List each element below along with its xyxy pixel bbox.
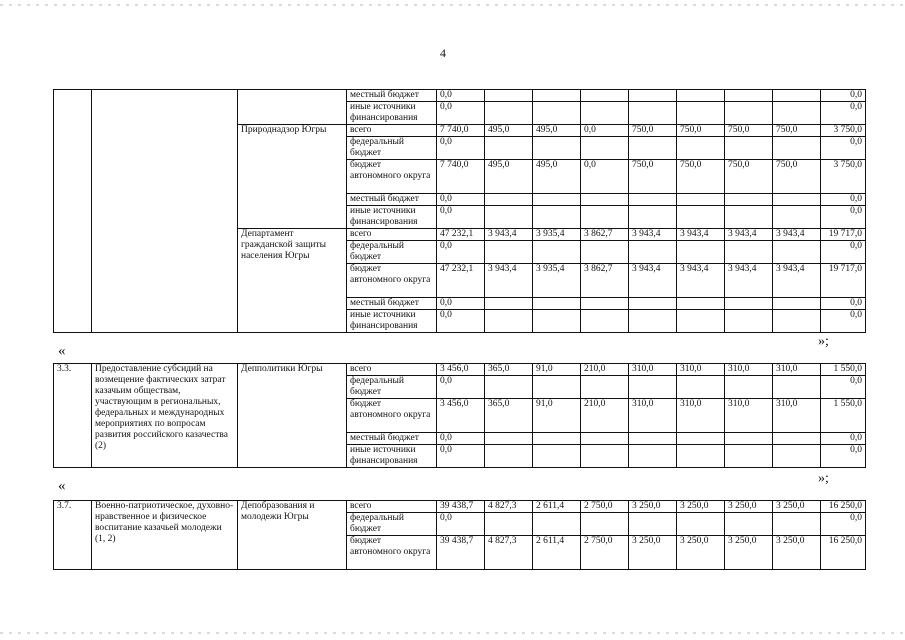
amount-cell: 3 943,4 [629, 264, 677, 298]
amount-cell: 310,0 [773, 399, 821, 433]
total-cell: 19 717,0 [821, 264, 866, 298]
funding-source: местный бюджет [347, 194, 437, 206]
amount-cell [533, 433, 581, 445]
amount-cell [725, 433, 773, 445]
total-cell: 0,0 [821, 513, 866, 536]
amount-cell: 2 750,0 [581, 501, 629, 513]
amount-cell: 310,0 [725, 364, 773, 376]
amount-cell [533, 445, 581, 468]
amount-cell: 3 943,4 [773, 264, 821, 298]
item-number-cell [54, 90, 92, 333]
amount-cell: 3 935,4 [533, 264, 581, 298]
amount-cell: 0,0 [437, 194, 485, 206]
amount-cell: 310,0 [725, 399, 773, 433]
funding-source: иные источники финансирования [347, 310, 437, 333]
total-cell: 0,0 [821, 445, 866, 468]
amount-cell: 365,0 [485, 399, 533, 433]
amount-cell [629, 90, 677, 102]
amount-cell [725, 445, 773, 468]
amount-cell [629, 376, 677, 399]
funding-source: иные источники финансирования [347, 206, 437, 229]
amount-cell [629, 194, 677, 206]
amount-cell [533, 310, 581, 333]
amount-cell: 91,0 [533, 399, 581, 433]
amount-cell: 3 943,4 [629, 229, 677, 241]
funding-source: всего [347, 125, 437, 137]
amount-cell: 39 438,7 [437, 536, 485, 570]
amount-cell: 310,0 [677, 364, 725, 376]
amount-cell: 7 740,0 [437, 160, 485, 194]
amount-cell: 750,0 [725, 125, 773, 137]
amount-cell [725, 241, 773, 264]
amount-cell: 750,0 [629, 125, 677, 137]
amount-cell: 310,0 [629, 399, 677, 433]
amount-cell [629, 206, 677, 229]
amount-cell: 3 250,0 [629, 536, 677, 570]
executor-name: Департамент гражданской защиты населения Югры [238, 229, 347, 333]
amount-cell: 3 250,0 [773, 536, 821, 570]
amount-cell [725, 513, 773, 536]
amount-cell [581, 298, 629, 310]
funding-source: федеральный бюджет [347, 241, 437, 264]
amount-cell: 0,0 [437, 90, 485, 102]
amount-cell [533, 298, 581, 310]
total-cell: 0,0 [821, 137, 866, 160]
funding-source: всего [347, 229, 437, 241]
total-cell: 0,0 [821, 90, 866, 102]
item-number: 3.7. [54, 501, 92, 570]
executor-name: Депполитики Югры [238, 364, 347, 468]
amount-cell [725, 298, 773, 310]
amount-cell [773, 310, 821, 333]
total-cell: 0,0 [821, 376, 866, 399]
amount-cell: 3 250,0 [677, 536, 725, 570]
amount-cell [773, 206, 821, 229]
amount-cell: 3 943,4 [677, 229, 725, 241]
amount-cell: 365,0 [485, 364, 533, 376]
amount-cell: 3 250,0 [677, 501, 725, 513]
amount-cell: 3 943,4 [485, 229, 533, 241]
amount-cell [581, 90, 629, 102]
amount-cell [581, 445, 629, 468]
amount-cell [533, 206, 581, 229]
amount-cell [773, 433, 821, 445]
amount-cell: 0,0 [437, 310, 485, 333]
amount-cell: 0,0 [437, 376, 485, 399]
amount-cell [725, 206, 773, 229]
amount-cell [725, 376, 773, 399]
amount-cell: 91,0 [533, 364, 581, 376]
amount-cell [629, 241, 677, 264]
amount-cell [677, 298, 725, 310]
total-cell: 0,0 [821, 433, 866, 445]
amount-cell [485, 445, 533, 468]
amount-cell [485, 90, 533, 102]
amount-cell [677, 137, 725, 160]
amount-cell: 0,0 [581, 160, 629, 194]
funding-source: местный бюджет [347, 90, 437, 102]
table-row [54, 501, 866, 513]
amount-cell [773, 376, 821, 399]
amount-cell [677, 445, 725, 468]
total-cell: 0,0 [821, 102, 866, 125]
amount-cell [677, 433, 725, 445]
funding-source: всего [347, 364, 437, 376]
executor-name: Природнадзор Югры [238, 125, 347, 229]
amount-cell: 3 943,4 [773, 229, 821, 241]
amount-cell [485, 376, 533, 399]
funding-source: всего [347, 501, 437, 513]
funding-source: бюджет автономного округа [347, 160, 437, 194]
amount-cell: 3 943,4 [677, 264, 725, 298]
amount-cell [581, 137, 629, 160]
funding-source: иные источники финансирования [347, 102, 437, 125]
amount-cell: 3 943,4 [485, 264, 533, 298]
amount-cell: 47 232,1 [437, 229, 485, 241]
total-cell: 19 717,0 [821, 229, 866, 241]
amount-cell: 3 250,0 [773, 501, 821, 513]
amount-cell [485, 310, 533, 333]
amount-cell [629, 445, 677, 468]
amount-cell [581, 102, 629, 125]
funding-source: федеральный бюджет [347, 513, 437, 536]
funding-source: бюджет автономного округа [347, 536, 437, 570]
amount-cell [581, 206, 629, 229]
amount-cell [629, 102, 677, 125]
amount-cell: 3 943,4 [725, 264, 773, 298]
total-cell: 3 750,0 [821, 125, 866, 137]
total-cell: 0,0 [821, 310, 866, 333]
total-cell: 0,0 [821, 298, 866, 310]
amount-cell [581, 241, 629, 264]
amount-cell: 4 827,3 [485, 536, 533, 570]
amount-cell: 0,0 [437, 241, 485, 264]
scan-noise-bottom [0, 632, 905, 634]
table-row [54, 364, 866, 376]
amount-cell: 495,0 [533, 125, 581, 137]
amount-cell: 495,0 [533, 160, 581, 194]
amount-cell: 0,0 [437, 137, 485, 160]
amount-cell [485, 433, 533, 445]
amount-cell: 3 456,0 [437, 364, 485, 376]
funding-source: бюджет автономного округа [347, 264, 437, 298]
amount-cell [485, 194, 533, 206]
funding-source: местный бюджет [347, 433, 437, 445]
amount-cell: 3 935,4 [533, 229, 581, 241]
amount-cell: 2 750,0 [581, 536, 629, 570]
executor-name: Депобразования и молодежи Югры [238, 501, 347, 570]
amount-cell: 47 232,1 [437, 264, 485, 298]
amount-cell [485, 298, 533, 310]
amount-cell [725, 137, 773, 160]
budget-table-3-7 [53, 500, 866, 570]
closing-quote-2: »; [818, 471, 829, 486]
amount-cell: 3 250,0 [725, 536, 773, 570]
closing-quote-1: »; [818, 334, 829, 349]
total-cell: 1 550,0 [821, 364, 866, 376]
item-number: 3.3. [54, 364, 92, 468]
amount-cell [725, 102, 773, 125]
amount-cell: 3 943,4 [725, 229, 773, 241]
budget-table-continuation [53, 89, 866, 333]
amount-cell [677, 90, 725, 102]
amount-cell: 210,0 [581, 399, 629, 433]
amount-cell: 310,0 [773, 364, 821, 376]
total-cell: 0,0 [821, 241, 866, 264]
amount-cell [677, 102, 725, 125]
amount-cell: 0,0 [437, 206, 485, 229]
amount-cell [533, 241, 581, 264]
item-name: Военно-патриотическое, духовно-нравственное и физическое воспитание казачьей молодежи (1, 2) [92, 501, 238, 570]
amount-cell: 0,0 [437, 513, 485, 536]
amount-cell [677, 241, 725, 264]
amount-cell: 0,0 [437, 298, 485, 310]
table-row [54, 90, 866, 102]
amount-cell [629, 137, 677, 160]
amount-cell [773, 445, 821, 468]
amount-cell: 3 862,7 [581, 264, 629, 298]
amount-cell [773, 194, 821, 206]
amount-cell: 3 250,0 [725, 501, 773, 513]
amount-cell: 0,0 [437, 433, 485, 445]
amount-cell: 750,0 [773, 160, 821, 194]
amount-cell [629, 298, 677, 310]
amount-cell: 495,0 [485, 125, 533, 137]
amount-cell [773, 102, 821, 125]
amount-cell: 0,0 [437, 102, 485, 125]
amount-cell [677, 513, 725, 536]
opening-quote-1: « [58, 343, 66, 359]
amount-cell [725, 310, 773, 333]
amount-cell: 2 611,4 [533, 536, 581, 570]
budget-table-3-3 [53, 363, 866, 468]
amount-cell [485, 137, 533, 160]
amount-cell: 3 250,0 [629, 501, 677, 513]
funding-source: федеральный бюджет [347, 137, 437, 160]
total-cell: 3 750,0 [821, 160, 866, 194]
total-cell: 0,0 [821, 206, 866, 229]
amount-cell: 2 611,4 [533, 501, 581, 513]
amount-cell [533, 194, 581, 206]
amount-cell [773, 298, 821, 310]
amount-cell [581, 376, 629, 399]
amount-cell [629, 433, 677, 445]
funding-source: иные источники финансирования [347, 445, 437, 468]
amount-cell [629, 310, 677, 333]
amount-cell: 4 827,3 [485, 501, 533, 513]
amount-cell: 3 862,7 [581, 229, 629, 241]
amount-cell [773, 241, 821, 264]
amount-cell [581, 194, 629, 206]
amount-cell [581, 513, 629, 536]
amount-cell [677, 194, 725, 206]
funding-source: федеральный бюджет [347, 376, 437, 399]
amount-cell [533, 513, 581, 536]
amount-cell: 750,0 [677, 160, 725, 194]
amount-cell: 750,0 [773, 125, 821, 137]
amount-cell: 210,0 [581, 364, 629, 376]
amount-cell [533, 102, 581, 125]
amount-cell: 310,0 [677, 399, 725, 433]
amount-cell [485, 513, 533, 536]
amount-cell: 39 438,7 [437, 501, 485, 513]
amount-cell [725, 194, 773, 206]
amount-cell [773, 137, 821, 160]
funding-source: бюджет автономного округа [347, 399, 437, 433]
amount-cell [581, 433, 629, 445]
amount-cell: 0,0 [437, 445, 485, 468]
amount-cell [533, 137, 581, 160]
amount-cell [533, 90, 581, 102]
item-name: Предоставление субсидий на возмещение фактических затрат казачьим обществам, участвующим в региональных, федеральных и международных мероприятиях по вопросам развития российского казачества (2) [92, 364, 238, 468]
opening-quote-2: « [58, 478, 66, 494]
total-cell: 16 250,0 [821, 501, 866, 513]
executor-cell [238, 90, 347, 125]
amount-cell [773, 513, 821, 536]
amount-cell [485, 241, 533, 264]
amount-cell: 3 456,0 [437, 399, 485, 433]
amount-cell [725, 90, 773, 102]
amount-cell: 750,0 [677, 125, 725, 137]
amount-cell [677, 310, 725, 333]
amount-cell [533, 376, 581, 399]
amount-cell: 495,0 [485, 160, 533, 194]
amount-cell: 7 740,0 [437, 125, 485, 137]
amount-cell: 750,0 [725, 160, 773, 194]
scan-noise-top [0, 4, 905, 6]
total-cell: 0,0 [821, 194, 866, 206]
amount-cell: 750,0 [629, 160, 677, 194]
total-cell: 16 250,0 [821, 536, 866, 570]
page-number: 4 [440, 46, 446, 60]
amount-cell: 310,0 [629, 364, 677, 376]
amount-cell [485, 102, 533, 125]
amount-cell [677, 206, 725, 229]
amount-cell: 0,0 [581, 125, 629, 137]
amount-cell [485, 206, 533, 229]
item-name-cell [92, 90, 238, 333]
amount-cell [677, 376, 725, 399]
funding-source: местный бюджет [347, 298, 437, 310]
amount-cell [773, 90, 821, 102]
amount-cell [581, 310, 629, 333]
total-cell: 1 550,0 [821, 399, 866, 433]
amount-cell [629, 513, 677, 536]
